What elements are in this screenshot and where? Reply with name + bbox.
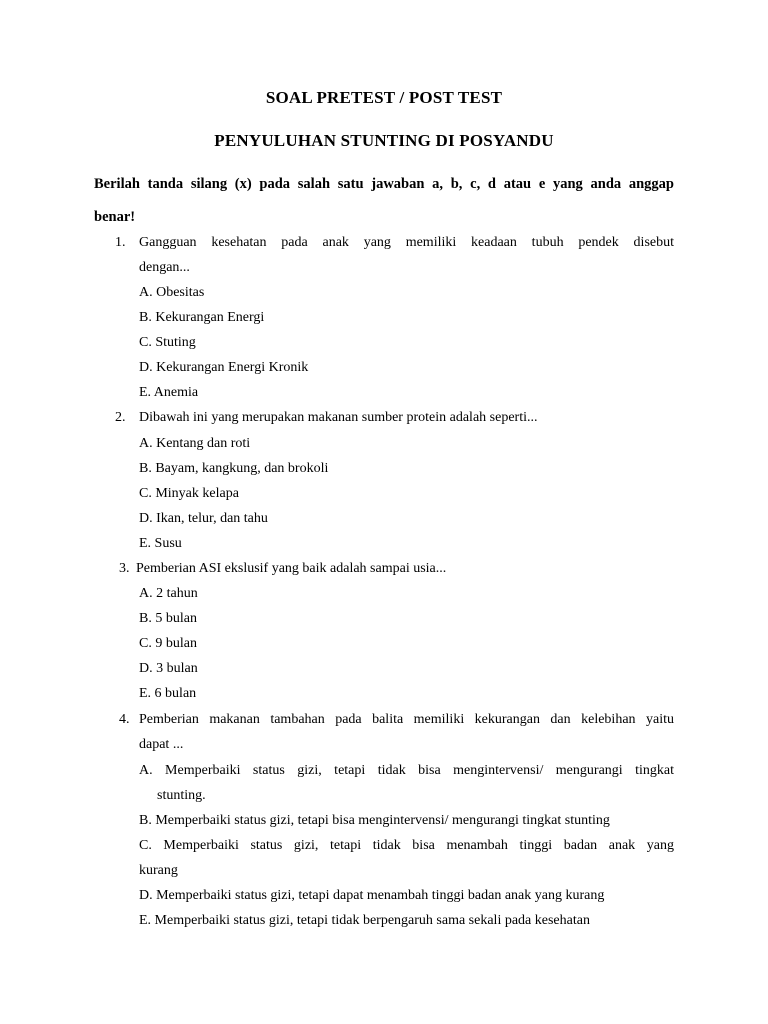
question-number: 3. <box>119 561 130 576</box>
option-c: C. Memperbaiki status gizi, tetapi tidak bisa menambah tinggi badan anak yang <box>139 838 674 853</box>
option-d: D. Memperbaiki status gizi, tetapi dapat menambah tinggi badan anak yang kurang <box>139 888 605 903</box>
option-e: E. Memperbaiki status gizi, tetapi tidak berpengaruh sama sekali pada kesehatan <box>139 913 590 928</box>
question-number: 1. <box>115 235 126 250</box>
question-text: Pemberian makanan tambahan pada balita memiliki kekurangan dan kelebihan yaitu <box>139 712 674 727</box>
option-a: A. Kentang dan roti <box>139 436 251 451</box>
question-text: Dibawah ini yang merupakan makanan sumber protein adalah seperti... <box>139 410 538 425</box>
option-c: C. 9 bulan <box>139 636 197 651</box>
document-title: SOAL PRETEST / POST TEST <box>265 88 503 107</box>
option-b: B. Bayam, kangkung, dan brokoli <box>139 461 329 476</box>
question-number: 4. <box>119 712 130 727</box>
option-a: A. 2 tahun <box>139 586 198 601</box>
document-subtitle: PENYULUHAN STUNTING DI POSYANDU <box>214 131 554 150</box>
option-e: E. 6 bulan <box>139 686 197 701</box>
option-d: D. Ikan, telur, dan tahu <box>139 511 268 526</box>
option-a: A. Obesitas <box>139 285 205 300</box>
question-text: Pemberian ASI ekslusif yang baik adalah sampai usia... <box>136 561 447 576</box>
option-a-continued: stunting. <box>157 788 206 803</box>
question-number: 2. <box>115 410 126 425</box>
option-a: A. Memperbaiki status gizi, tetapi tidak bisa mengintervensi/ mengurangi tingkat <box>139 763 674 778</box>
option-c-continued: kurang <box>139 863 178 878</box>
option-c: C. Minyak kelapa <box>139 486 239 501</box>
option-d: D. 3 bulan <box>139 661 198 676</box>
option-e: E. Susu <box>139 536 182 551</box>
option-b: B. 5 bulan <box>139 611 197 626</box>
question-text-continued: dapat ... <box>139 737 184 752</box>
question-text-continued: dengan... <box>139 260 190 275</box>
option-b: B. Kekurangan Energi <box>139 310 265 325</box>
option-c: C. Stuting <box>139 335 196 350</box>
option-d: D. Kekurangan Energi Kronik <box>139 360 309 375</box>
option-b: B. Memperbaiki status gizi, tetapi bisa mengintervensi/ mengurangi tingkat stunting <box>139 813 610 828</box>
question-text: Gangguan kesehatan pada anak yang memiliki keadaan tubuh pendek disebut <box>139 235 674 250</box>
option-e: E. Anemia <box>139 385 199 400</box>
instruction-text: Berilah tanda silang (x) pada salah satu jawaban a, b, c, d atau e yang anda anggap benar! <box>94 176 674 225</box>
